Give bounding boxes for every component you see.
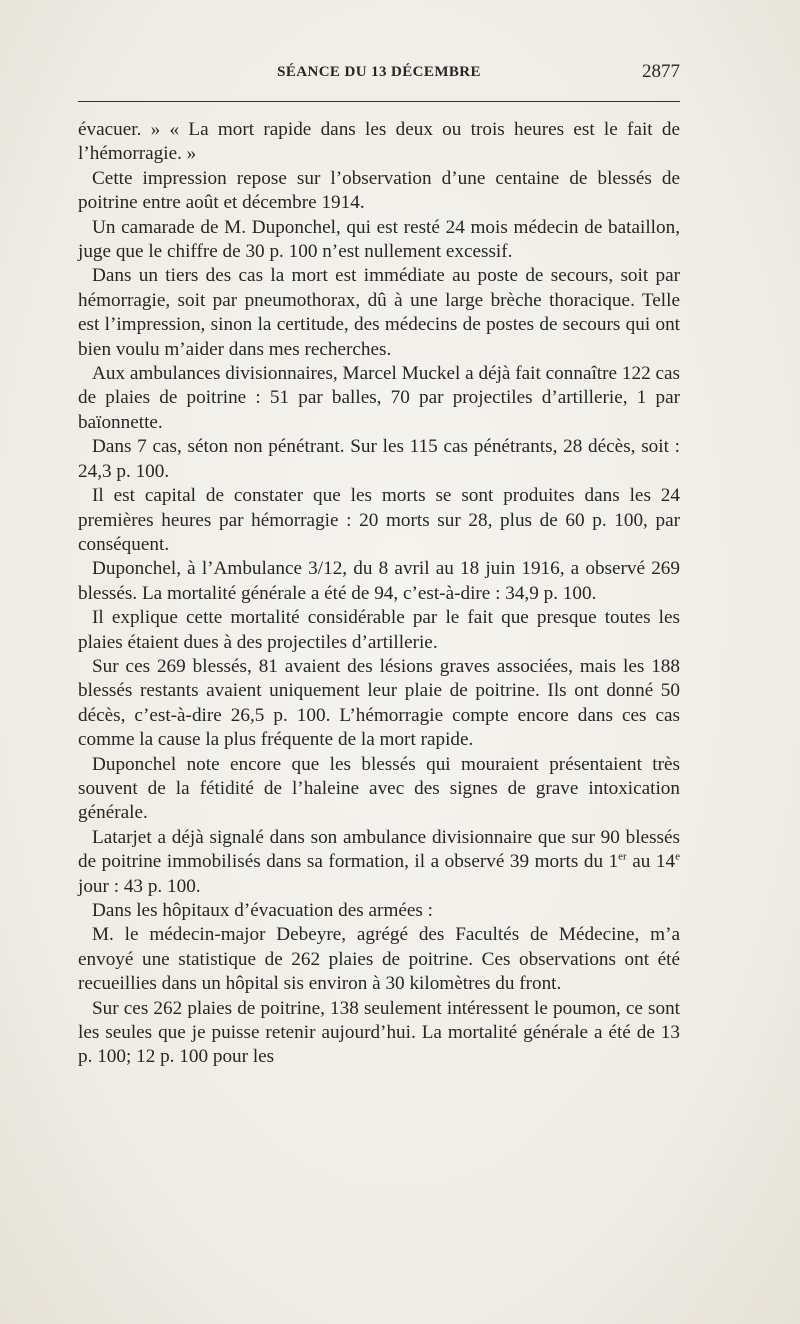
paragraph: Un camarade de M. Duponchel, qui est resté 24 mois médecin de bataillon, juge que le chiffre de 30 p. 100 n’est nullement excessif. (78, 216, 680, 263)
paragraph: Il est capital de constater que les morts se sont produites dans les 24 premières heures par hémorragie : 20 morts sur 28, plus de 60 p. 100, par conséquent. (78, 485, 680, 555)
paragraph: Aux ambulances divisionnaires, Marcel Muckel a déjà fait connaître 122 cas de plaies de poitrine : 51 par balles, 70 par projectiles d’artillerie, 1 par baïonnette. (78, 363, 680, 433)
paragraph: évacuer. » « La mort rapide dans les deux ou trois heures est le fait de l’hémorragie. » (78, 119, 680, 165)
superscript: er (618, 850, 627, 863)
paragraph: M. le médecin-major Debeyre, agrégé des Facultés de Médecine, m’a envoyé une statistique de 262 plaies de poitrine. Ces observations ont été recueillies dans un hôpital sis environ à 30 kilomètres du front. (78, 924, 680, 995)
running-header (78, 61, 680, 92)
paragraph: Il explique cette mortalité considérable par le fait que presque toutes les plaies étaient dues à des projectiles d’artillerie. (78, 607, 680, 653)
paragraph: Duponchel note encore que les blessés qui mouraient présentaient très souvent de la fétidité de l’haleine avec des signes de grave intoxication générale. (78, 753, 680, 824)
paragraph: Dans 7 cas, séton non pénétrant. Sur les 115 cas pénétrants, 28 décès, soit : 24,3 p. 100. (78, 436, 680, 482)
header-title: SÉANCE DU 13 DÉCEMBRE (277, 64, 481, 80)
paragraph: Sur ces 269 blessés, 81 avaient des lésions graves associées, mais les 188 blessés restants avaient uniquement leur plaie de poitrine. Ils ont donné 50 décès, c’est-à-dire 26,5 p. 100. L’hémorragie compte encore dans ces cas comme la cause la plus fréquente de la mort rapide. (78, 655, 680, 751)
body-text (78, 118, 680, 1070)
paragraph: Dans un tiers des cas la mort est immédiate au poste de secours, soit par hémorragie, soit par pneumothorax, dû à une large brèche thoracique. Telle est l’impression, sinon la certitude, des médecins de postes de secours qui ont bien voulu m’aider dans mes recherches. (78, 265, 680, 360)
paragraph-text: jour : 43 p. 100. (78, 875, 201, 897)
page-number: 2877 (642, 61, 680, 82)
paragraph-text: Latarjet a déjà signalé dans son ambulance divisionnaire que sur 90 blessés de poitrine immobilisés dans sa formation, il a observé 39 morts du 1 (78, 826, 680, 873)
paragraph (78, 826, 680, 899)
header-rule (78, 101, 680, 102)
paragraph: Sur ces 262 plaies de poitrine, 138 seulement intéressent le poumon, ce sont les seules que je puisse retenir aujourd’hui. La mortalité générale a été de 13 p. 100; 12 p. 100 pour les (78, 997, 680, 1068)
paragraph: Dans les hôpitaux d’évacuation des armées : (92, 900, 433, 921)
paragraph-text: au 14 (626, 851, 676, 873)
paragraph: Duponchel, à l’Ambulance 3/12, du 8 avril au 18 juin 1916, a observé 269 blessés. La mortalité générale a été de 94, c’est-à-dire : 34,9 p. 100. (78, 558, 680, 604)
superscript: e (675, 850, 680, 863)
paragraph: Cette impression repose sur l’observation d’une centaine de blessés de poitrine entre août et décembre 1914. (78, 167, 680, 214)
